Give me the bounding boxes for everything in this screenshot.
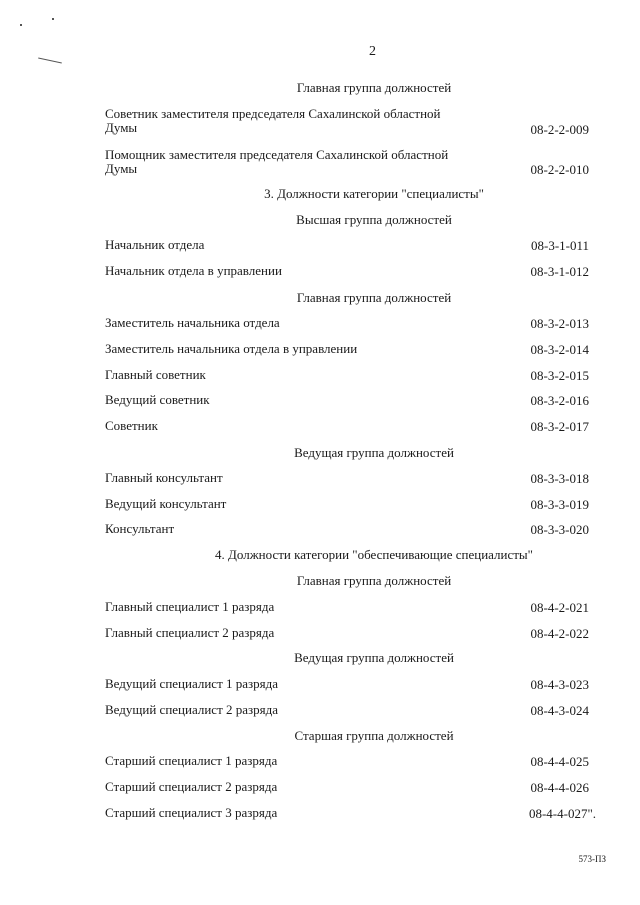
- position-code: 08-3-3-018: [530, 471, 589, 486]
- position-code: 08-4-2-022: [530, 626, 589, 641]
- position-code: 08-4-2-021: [530, 600, 589, 615]
- position-label: Начальник отдела: [105, 237, 205, 252]
- footer-code: 573-ПЗ: [578, 854, 606, 864]
- position-code: 08-4-4-025: [530, 754, 589, 769]
- position-code: 08-3-3-019: [530, 497, 589, 512]
- section-heading: Главная группа должностей: [296, 290, 452, 305]
- position-code: 08-3-2-017: [530, 419, 589, 434]
- position-label: Заместитель начальника отдела: [105, 315, 280, 330]
- category-heading: 4. Должности категории "обеспечивающие специалисты": [215, 547, 533, 562]
- section-heading: Высшая группа должностей: [296, 212, 452, 227]
- position-code: 08-3-1-011: [530, 238, 589, 253]
- position-code: 08-3-2-015: [530, 368, 589, 383]
- position-label: Главный консультант: [105, 470, 223, 485]
- position-label: Советник заместителя председателя Сахалинской областной: [105, 106, 441, 121]
- position-label: Главный специалист 2 разряда: [105, 625, 275, 640]
- position-label-cont: Думы: [105, 161, 138, 176]
- scan-mark: [20, 24, 22, 26]
- position-label: Старший специалист 1 разряда: [105, 753, 278, 768]
- position-code: 08-3-2-014: [530, 342, 589, 357]
- position-label: Старший специалист 3 разряда: [105, 805, 278, 820]
- position-code: 08-3-2-016: [530, 393, 589, 408]
- position-label: Главный советник: [105, 367, 206, 382]
- position-label: Начальник отдела в управлении: [105, 263, 282, 278]
- section-heading: Ведущая группа должностей: [294, 650, 454, 665]
- position-label: Главный специалист 1 разряда: [105, 599, 275, 614]
- page-number: 2: [369, 44, 376, 59]
- section-heading: Ведущая группа должностей: [294, 445, 454, 460]
- position-code: 08-3-1-012: [530, 264, 589, 279]
- position-code: 08-4-3-023: [530, 677, 589, 692]
- position-code: 08-4-4-026: [530, 780, 589, 795]
- position-code: 08-3-3-020: [530, 522, 589, 537]
- position-code: 08-4-4-027".: [528, 806, 596, 821]
- position-label: Помощник заместителя председателя Сахалинской областной: [105, 147, 449, 162]
- scan-mark: [52, 18, 54, 20]
- position-code: 08-3-2-013: [530, 316, 589, 331]
- position-label: Ведущий консультант: [105, 496, 227, 511]
- section-heading: Старшая группа должностей: [294, 728, 454, 743]
- position-label: Консультант: [105, 521, 175, 536]
- position-code: 08-2-2-009: [530, 122, 589, 137]
- scan-mark: [38, 58, 62, 64]
- position-label: Ведущий специалист 1 разряда: [105, 676, 279, 691]
- section-heading: Главная группа должностей: [296, 80, 452, 95]
- position-code: 08-4-3-024: [530, 703, 589, 718]
- position-label: Ведущий советник: [105, 392, 210, 407]
- section-heading: Главная группа должностей: [296, 573, 452, 588]
- position-label: Старший специалист 2 разряда: [105, 779, 278, 794]
- category-heading: 3. Должности категории "специалисты": [264, 186, 484, 201]
- position-label-cont: Думы: [105, 120, 138, 135]
- position-label: Советник: [105, 418, 158, 433]
- position-label: Заместитель начальника отдела в управлении: [105, 341, 358, 356]
- position-label: Ведущий специалист 2 разряда: [105, 702, 279, 717]
- position-code: 08-2-2-010: [530, 162, 589, 177]
